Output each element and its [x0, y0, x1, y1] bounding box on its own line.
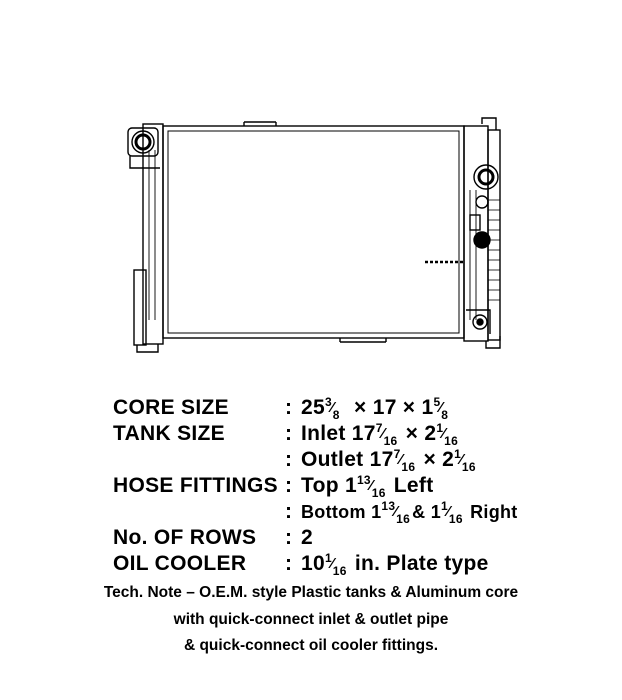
fraction-denominator: 8 [332, 408, 340, 422]
spec-value [301, 422, 518, 448]
spec-row [113, 422, 518, 448]
fraction-denominator: 16 [444, 434, 459, 448]
fraction-numerator: 7 [375, 421, 383, 435]
spec-value [301, 396, 518, 422]
spec-value-text: × 2 [417, 448, 455, 471]
fraction-denominator: 16 [448, 512, 463, 526]
spec-value [301, 552, 518, 578]
tech-note-line-1: Tech. Note – O.E.M. style Plastic tanks & Aluminum core [103, 584, 519, 601]
spec-row [113, 526, 518, 552]
spec-value [301, 474, 518, 500]
fraction: 1⁄16 [324, 551, 347, 578]
fraction: 7⁄16 [393, 447, 416, 474]
fraction-numerator: 1 [441, 499, 449, 513]
oil-cooler-fitting-icon [425, 196, 490, 262]
fraction-denominator: 16 [396, 512, 411, 526]
spec-value-text: Bottom 1 [301, 502, 382, 522]
fraction-numerator: 13 [381, 499, 396, 513]
spec-label [113, 448, 285, 474]
spec-colon: : [285, 526, 293, 549]
fraction: 5⁄8 [433, 395, 449, 422]
fraction: 3⁄8 [324, 395, 340, 422]
fraction: 1⁄16 [454, 447, 476, 474]
fraction-numerator: 1 [324, 551, 332, 565]
spec-value-text: Right [464, 502, 518, 522]
radiator-core [163, 122, 464, 342]
fraction: 13⁄16 [381, 499, 411, 526]
spec-value [301, 526, 518, 552]
spec-table [113, 396, 518, 578]
spec-value-text: Outlet 17 [301, 448, 394, 471]
spec-row [113, 396, 518, 422]
spec-colon: : [285, 552, 293, 575]
spec-row [113, 474, 518, 500]
spec-row [113, 552, 518, 578]
spec-row [113, 500, 518, 526]
spec-colon: : [285, 396, 293, 419]
spec-colon: : [285, 448, 293, 471]
fraction-denominator: 16 [371, 486, 386, 500]
spec-label: OIL COOLER [113, 552, 247, 575]
fraction-numerator: 13 [356, 473, 371, 487]
spec-value-text: Left [387, 474, 434, 497]
fraction-denominator: 16 [461, 460, 476, 474]
outlet-fitting-icon [474, 165, 498, 189]
spec-value-text: 10 [301, 552, 325, 575]
spec-value [301, 448, 518, 474]
fraction-numerator: 3 [324, 395, 332, 409]
tech-note-line-2: with quick-connect inlet & outlet pipe [173, 611, 449, 628]
fraction: 7⁄16 [375, 421, 398, 448]
spec-colon: : [285, 500, 293, 523]
fraction-denominator: 16 [332, 564, 347, 578]
spec-value-text: × 17 × 1 [341, 396, 434, 419]
fraction-denominator: 8 [441, 408, 449, 422]
spec-label: No. OF ROWS [113, 526, 257, 549]
spec-label: HOSE FITTINGS [113, 474, 278, 497]
spec-value-text: Inlet 17 [301, 422, 376, 445]
spec-label: TANK SIZE [113, 422, 225, 445]
fraction-numerator: 7 [393, 447, 401, 461]
fraction-numerator: 1 [454, 447, 462, 461]
fraction-numerator: 1 [436, 421, 444, 435]
spec-colon: : [285, 422, 293, 445]
spec-label [113, 500, 285, 526]
spec-value-text: Top 1 [301, 474, 357, 497]
fraction-denominator: 16 [401, 460, 416, 474]
fraction-numerator: 5 [433, 395, 441, 409]
spec-label: CORE SIZE [113, 396, 229, 419]
fraction: 13⁄16 [356, 473, 386, 500]
spec-value-text: 25 [301, 396, 325, 419]
spec-colon: : [285, 474, 293, 497]
spec-value-text: in. Plate type [348, 552, 489, 575]
left-tank [134, 124, 163, 352]
tech-note-line-3: & quick-connect oil cooler fittings. [183, 637, 439, 654]
spec-value-text: 2 [301, 526, 313, 549]
fraction-denominator: 16 [383, 434, 398, 448]
fraction: 1⁄16 [436, 421, 459, 448]
spec-value [301, 500, 518, 526]
spec-value-text: × 2 [399, 422, 437, 445]
spec-row [113, 448, 518, 474]
fraction: 1⁄16 [441, 499, 463, 526]
spec-value-text: & 1 [412, 502, 442, 522]
